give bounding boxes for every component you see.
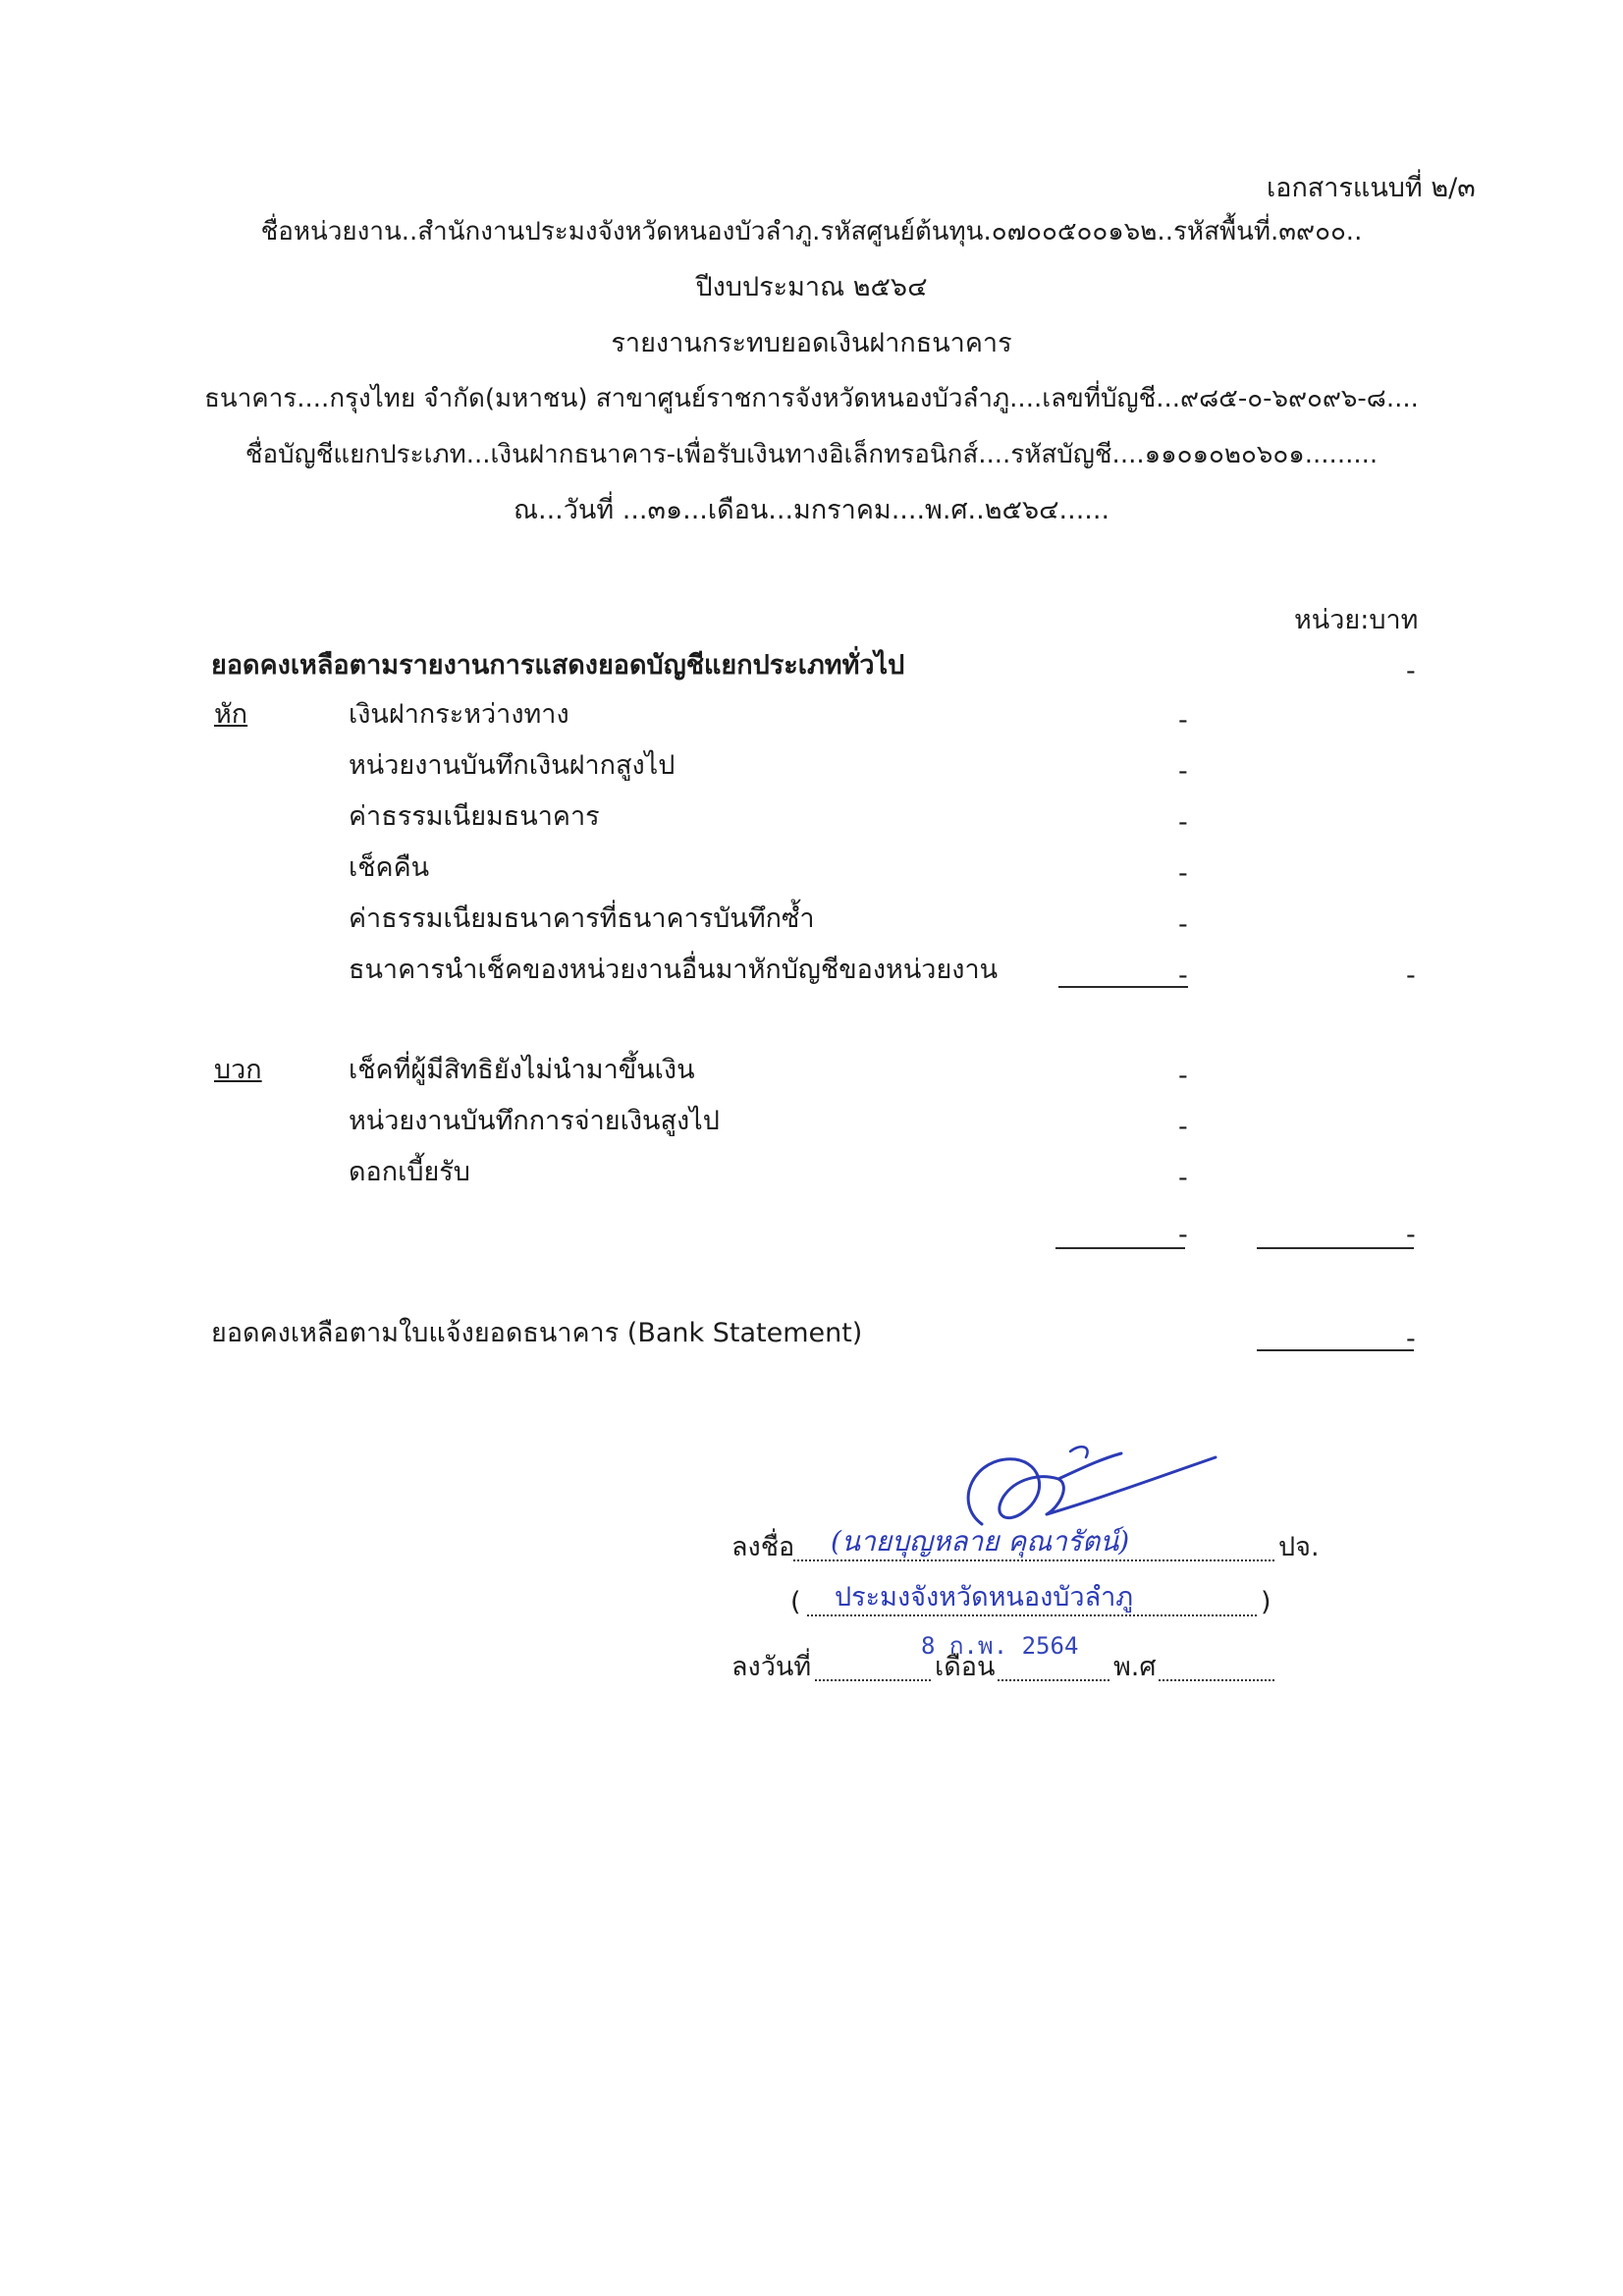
deduct-item-label: ธนาคารนำเช็คของหน่วยงานอื่นมาหักบัญชีของหน่วยงาน	[349, 955, 999, 985]
add-item-value: -	[1178, 1061, 1188, 1091]
deduct-item-value: -	[1178, 705, 1188, 736]
bank-balance-value: -	[1406, 1324, 1416, 1354]
add-total-underline	[1257, 1247, 1414, 1249]
deduct-heading: หัก	[214, 699, 248, 730]
report-title: รายงานกระทบยอดเงินฝากธนาคาร	[611, 328, 1012, 358]
bank-line: ธนาคาร....กรุงไทย จำกัด(มหาชน) สาขาศูนย์ราชการจังหวัดหนองบัวลำภู....เลขที่บัญชี...๙๘๕-๐-๖๙๐๙๖-๘....	[204, 384, 1419, 413]
attachment-number: เอกสารแนบที่ ๒/๓	[1267, 173, 1476, 203]
deduct-item-label: เงินฝากระหว่างทาง	[349, 699, 569, 730]
deduct-item-label: ค่าธรรมเนียมธนาคาร	[349, 801, 600, 832]
add-subtotal-underline	[1055, 1247, 1185, 1249]
date-stamp: 8 ก.พ. 2564	[921, 1632, 1079, 1660]
deduct-item-value: -	[1178, 858, 1188, 889]
deduct-item-label: ค่าธรรมเนียมธนาคารที่ธนาคารบันทึกซ้ำ	[349, 903, 815, 934]
position-close-paren: )	[1261, 1587, 1271, 1617]
add-total: -	[1406, 1220, 1416, 1250]
fiscal-year: ปีงบประมาณ ๒๕๖๔	[695, 272, 928, 302]
deduct-item-label: หน่วยงานบันทึกเงินฝากสูงไป	[349, 750, 676, 781]
day-dotted-line	[815, 1679, 931, 1681]
unit-label: หน่วย:บาท	[1294, 605, 1419, 635]
sign-suffix: ปจ.	[1278, 1532, 1320, 1562]
deduct-underline	[1058, 986, 1188, 988]
add-item-value: -	[1178, 1163, 1188, 1193]
gl-balance-value: -	[1406, 656, 1416, 686]
deduct-item-label: เช็คคืน	[349, 852, 430, 883]
sign-prefix: ลงชื่อ	[731, 1532, 795, 1562]
deduct-total: -	[1406, 960, 1416, 991]
deduct-item-value: -	[1178, 960, 1188, 991]
add-heading: บวก	[214, 1055, 262, 1085]
position-text: ประมงจังหวัดหนองบัวลำภู	[835, 1582, 1134, 1613]
position-open-paren: (	[790, 1587, 801, 1617]
add-subtotal: -	[1178, 1220, 1188, 1250]
signer-name: (นายบุญหลาย คุณารัตน์)	[831, 1525, 1130, 1558]
month-label: เดือน	[935, 1652, 996, 1682]
add-item-value: -	[1178, 1112, 1188, 1142]
year-label: พ.ศ	[1113, 1652, 1157, 1682]
date-line: ณ...วันที่ ...๓๑...เดือน...มกราคม....พ.ศ..๒๕๖๔......	[513, 495, 1110, 525]
gl-balance-label: ยอดคงเหลือตามรายงานการแสดงยอดบัญชีแยกประเภททั่วไป	[211, 650, 905, 681]
bank-balance-underline	[1257, 1349, 1414, 1351]
agency-line: ชื่อหน่วยงาน..สำนักงานประมงจังหวัดหนองบัวลำภู.รหัสศูนย์ต้นทุน.๐๗๐๐๕๐๐๑๖๒..รหัสพื้นที่.๓๙๐๐..	[260, 217, 1363, 246]
add-item-label: ดอกเบี้ยรับ	[349, 1157, 470, 1187]
ledger-line: ชื่อบัญชีแยกประเภท...เงินฝากธนาคาร-เพื่อรับเงินทางอิเล็กทรอนิกส์....รหัสบัญชี....๑๑๐๑๐๒๐๖๐๑.........	[244, 440, 1379, 469]
month-dotted-line	[998, 1679, 1109, 1681]
deduct-item-value: -	[1178, 909, 1188, 940]
deduct-item-value: -	[1178, 756, 1188, 787]
year-dotted-line	[1159, 1679, 1274, 1681]
date-label: ลงวันที่	[731, 1652, 812, 1682]
deduct-item-value: -	[1178, 807, 1188, 838]
add-item-label: เช็คที่ผู้มีสิทธิยังไม่นำมาขึ้นเงิน	[349, 1055, 695, 1085]
bank-balance-label: ยอดคงเหลือตามใบแจ้งยอดธนาคาร (Bank Statement)	[211, 1318, 863, 1348]
add-item-label: หน่วยงานบันทึกการจ่ายเงินสูงไป	[349, 1106, 720, 1136]
